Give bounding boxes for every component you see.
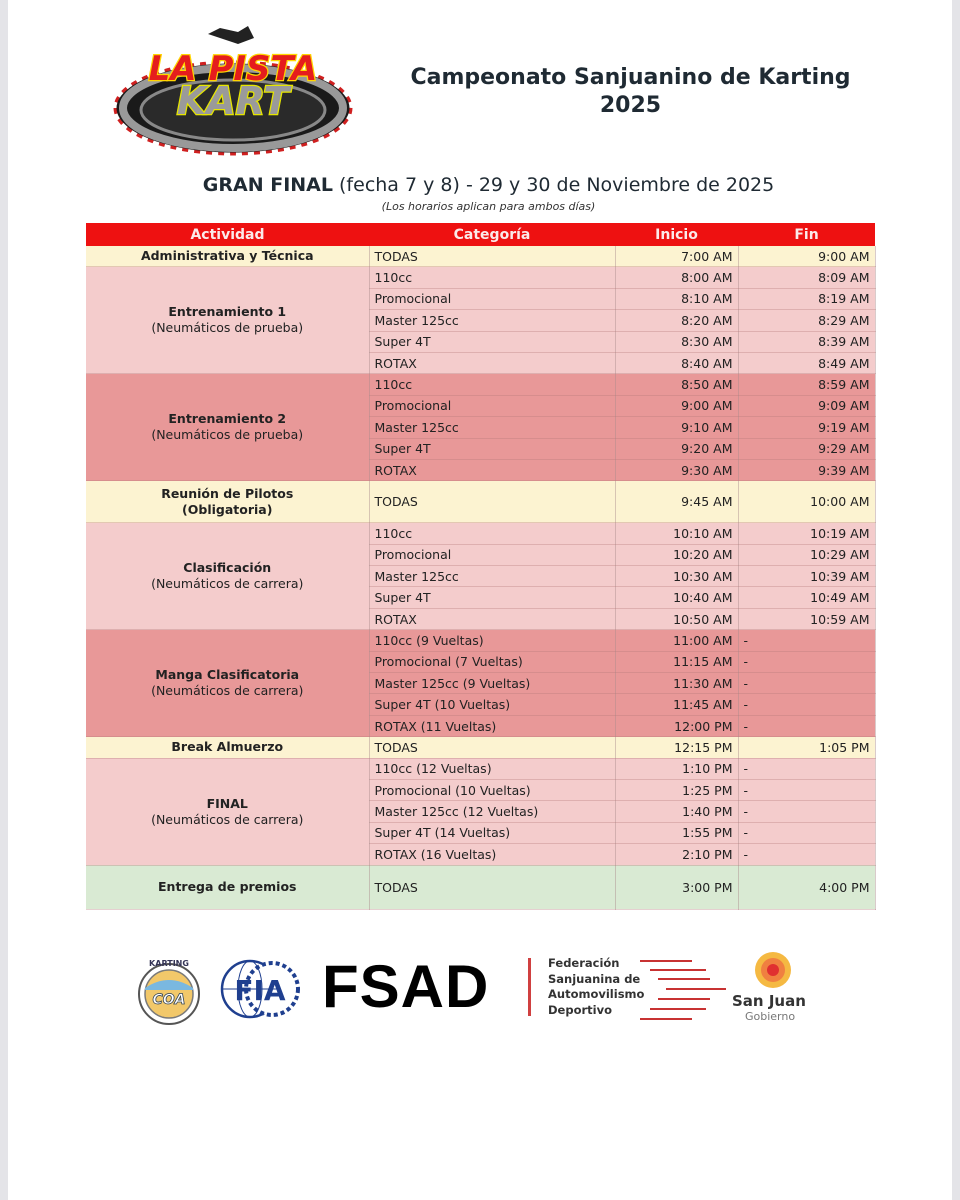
end-time-cell: 10:29 AM [738, 544, 875, 565]
start-time-cell: 2:10 PM [615, 844, 738, 865]
end-time-cell: 8:09 AM [738, 267, 875, 288]
end-time-cell: 8:39 AM [738, 331, 875, 352]
table-header-row [86, 223, 875, 246]
activity-cell [86, 737, 369, 758]
activity-name: Entrega de premios [158, 879, 297, 895]
end-time-cell: 10:00 AM [738, 481, 875, 523]
activity-name: Entrenamiento 2 [168, 411, 287, 427]
start-time-cell: 1:55 PM [615, 822, 738, 843]
activity-cell [86, 246, 369, 267]
category-cell: Master 125cc (9 Vueltas) [369, 673, 615, 694]
end-time-cell: 8:19 AM [738, 288, 875, 309]
activity-name: Entrenamiento 1 [168, 304, 287, 320]
category-cell: ROTAX [369, 608, 615, 629]
start-time-cell: 10:20 AM [615, 544, 738, 565]
start-time-cell: 12:00 PM [615, 715, 738, 736]
activity-subtitle: (Neumáticos de carrera) [151, 683, 304, 699]
end-time-cell: - [738, 758, 875, 779]
event-heading-bold: GRAN FINAL [202, 174, 333, 196]
start-time-cell: 9:45 AM [615, 481, 738, 523]
category-cell: Promocional [369, 288, 615, 309]
activity-subtitle: (Neumáticos de carrera) [151, 576, 304, 592]
activity-name: FINAL [206, 795, 248, 811]
start-time-cell: 9:10 AM [615, 417, 738, 438]
end-time-cell: 9:00 AM [738, 246, 875, 267]
category-cell: Super 4T [369, 331, 615, 352]
start-time-cell: 3:00 PM [615, 865, 738, 909]
start-time-cell: 10:10 AM [615, 523, 738, 544]
category-cell: ROTAX (16 Vueltas) [369, 844, 615, 865]
table-row [86, 865, 875, 909]
activity-cell [86, 374, 369, 481]
activity-subtitle: (Neumáticos de prueba) [151, 320, 304, 336]
end-time-cell: - [738, 715, 875, 736]
column-header-categoria: Categoría [369, 223, 615, 246]
activity-cell [86, 630, 369, 737]
federation-line: Federación [548, 956, 620, 970]
category-cell: Master 125cc [369, 566, 615, 587]
end-time-cell: 10:59 AM [738, 608, 875, 629]
fsad-divider [528, 958, 531, 1016]
end-time-cell: 8:49 AM [738, 352, 875, 373]
start-time-cell: 11:15 AM [615, 651, 738, 672]
start-time-cell: 1:10 PM [615, 758, 738, 779]
speed-line [666, 988, 726, 990]
activity-name: Manga Clasificatoria [155, 667, 300, 683]
category-cell: Promocional [369, 395, 615, 416]
end-time-cell: 9:19 AM [738, 417, 875, 438]
activity-name: Break Almuerzo [171, 739, 284, 755]
speed-line [658, 978, 710, 980]
column-header-fin: Fin [738, 223, 875, 246]
san-juan-subtitle: Gobierno [745, 1010, 796, 1023]
start-time-cell: 8:10 AM [615, 288, 738, 309]
activity-name: Reunión de Pilotos [161, 485, 294, 501]
sponsor-logos [130, 944, 830, 1034]
category-cell: Master 125cc (12 Vueltas) [369, 801, 615, 822]
schedule-table [86, 223, 876, 910]
fsad-logo-text: FSAD [322, 953, 490, 1020]
activity-cell [86, 267, 369, 374]
end-time-cell: 9:39 AM [738, 459, 875, 480]
category-cell: Promocional (10 Vueltas) [369, 779, 615, 800]
start-time-cell: 8:20 AM [615, 310, 738, 331]
table-row [86, 374, 875, 395]
table-row [86, 737, 875, 758]
start-time-cell: 9:00 AM [615, 395, 738, 416]
column-header-actividad: Actividad [86, 223, 369, 246]
end-time-cell: 9:09 AM [738, 395, 875, 416]
logo-text-line1: LA PISTA [148, 49, 318, 89]
activity-cell [86, 758, 369, 865]
san-juan-name: San Juan [732, 992, 806, 1010]
speed-line [640, 1018, 692, 1020]
table-row [86, 246, 875, 267]
start-time-cell: 10:30 AM [615, 566, 738, 587]
start-time-cell: 11:00 AM [615, 630, 738, 651]
start-time-cell: 11:30 AM [615, 673, 738, 694]
start-time-cell: 1:25 PM [615, 779, 738, 800]
start-time-cell: 12:15 PM [615, 737, 738, 758]
category-cell: ROTAX (11 Vueltas) [369, 715, 615, 736]
start-time-cell: 10:50 AM [615, 608, 738, 629]
title-line2: 2025 [599, 93, 662, 118]
karting-text: KARTING [149, 959, 189, 968]
category-cell: Super 4T (14 Vueltas) [369, 822, 615, 843]
end-time-cell: - [738, 801, 875, 822]
logo-text-line2: KART [176, 79, 290, 123]
fia-text: FIA [234, 974, 286, 1007]
category-cell: 110cc [369, 523, 615, 544]
activity-cell [86, 481, 369, 523]
speed-line [650, 1008, 706, 1010]
activity-subtitle: (Neumáticos de carrera) [151, 811, 304, 827]
category-cell: TODAS [369, 865, 615, 909]
end-time-cell: 4:00 PM [738, 865, 875, 909]
table-row [86, 758, 875, 779]
table-row [86, 523, 875, 544]
federation-name [548, 956, 644, 1018]
start-time-cell: 8:00 AM [615, 267, 738, 288]
la-pista-kart-logo [108, 22, 358, 162]
end-time-cell: - [738, 651, 875, 672]
end-time-cell: 10:19 AM [738, 523, 875, 544]
category-cell: Super 4T [369, 438, 615, 459]
event-heading-dates: (fecha 7 y 8) - 29 y 30 de Noviembre de 2025 [332, 174, 775, 196]
start-time-cell: 11:45 AM [615, 694, 738, 715]
speed-line [658, 998, 710, 1000]
start-time-cell: 9:20 AM [615, 438, 738, 459]
table-row [86, 481, 875, 523]
federation-line: Deportivo [548, 1002, 612, 1017]
activity-name-line2: (Obligatoria) [182, 501, 273, 517]
start-time-cell: 1:40 PM [615, 801, 738, 822]
page-title [378, 64, 883, 120]
start-time-cell: 7:00 AM [615, 246, 738, 267]
category-cell: Super 4T [369, 587, 615, 608]
event-heading [94, 174, 883, 196]
table-row [86, 267, 875, 288]
federation-line: Sanjuanina de [548, 971, 641, 986]
category-cell: 110cc (12 Vueltas) [369, 758, 615, 779]
category-cell: Master 125cc [369, 310, 615, 331]
end-time-cell: 8:59 AM [738, 374, 875, 395]
category-cell: TODAS [369, 737, 615, 758]
end-time-cell: 1:05 PM [738, 737, 875, 758]
column-header-inicio: Inicio [615, 223, 738, 246]
activity-cell [86, 523, 369, 630]
schedule-note: (Los horarios aplican para ambos días) [381, 200, 596, 213]
title-line1: Campeonato Sanjuanino de Karting [410, 65, 851, 90]
federation-line: Automovilismo [548, 987, 645, 1001]
table-row [86, 630, 875, 651]
start-time-cell: 8:40 AM [615, 352, 738, 373]
category-cell: 110cc [369, 267, 615, 288]
coa-text: COA [152, 992, 186, 1008]
category-cell: Promocional [369, 544, 615, 565]
category-cell: 110cc [369, 374, 615, 395]
activity-name: Administrativa y Técnica [140, 248, 314, 264]
karting-coa-logo [136, 954, 202, 1026]
category-cell: TODAS [369, 481, 615, 523]
end-time-cell: 8:29 AM [738, 310, 875, 331]
category-cell: Super 4T (10 Vueltas) [369, 694, 615, 715]
speed-line [640, 960, 692, 962]
start-time-cell: 10:40 AM [615, 587, 738, 608]
start-time-cell: 8:30 AM [615, 331, 738, 352]
activity-name: Clasificación [183, 560, 272, 576]
end-time-cell: 10:39 AM [738, 566, 875, 587]
san-juan-emblem-icon [750, 950, 796, 990]
end-time-cell: - [738, 844, 875, 865]
end-time-cell: - [738, 822, 875, 843]
end-time-cell: 10:49 AM [738, 587, 875, 608]
schedule-body [86, 246, 875, 909]
category-cell: TODAS [369, 246, 615, 267]
end-time-cell: - [738, 694, 875, 715]
activity-cell [86, 865, 369, 909]
category-cell: ROTAX [369, 352, 615, 373]
start-time-cell: 8:50 AM [615, 374, 738, 395]
end-time-cell: - [738, 779, 875, 800]
end-time-cell: - [738, 673, 875, 694]
category-cell: Master 125cc [369, 417, 615, 438]
fia-logo [220, 958, 302, 1020]
category-cell: Promocional (7 Vueltas) [369, 651, 615, 672]
category-cell: 110cc (9 Vueltas) [369, 630, 615, 651]
category-cell: ROTAX [369, 459, 615, 480]
end-time-cell: 9:29 AM [738, 438, 875, 459]
start-time-cell: 9:30 AM [615, 459, 738, 480]
activity-subtitle: (Neumáticos de prueba) [151, 427, 304, 443]
speed-line [650, 969, 706, 971]
end-time-cell: - [738, 630, 875, 651]
